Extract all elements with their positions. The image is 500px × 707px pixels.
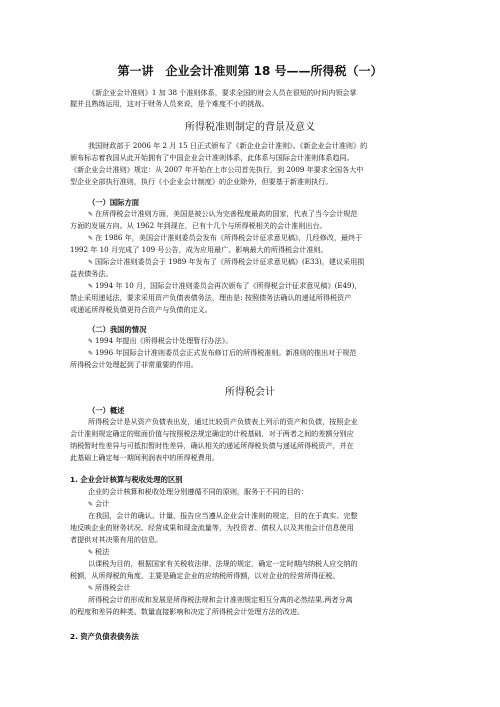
- section-heading: 所得税准则制定的背景及意义: [185, 122, 315, 133]
- paragraph-line: 益表债务法。: [70, 269, 113, 278]
- paragraph-line: ✎ 所得税会计: [88, 583, 442, 593]
- paragraph-line: 我国财政部于 2006 年 2 月 15 日正式颁布了《新企业会计准则》。《新企业会计准则》的: [88, 141, 368, 150]
- paragraph-line: ✎ 1996 年国际会计准则委员会正式发布修订后的所得税准则。新准则的推出对于规范: [88, 348, 442, 358]
- paragraph-line: ✎ 在所得税会计准则方面，美国是被公认为完善程度最高的国家，代表了当今会计规范: [88, 209, 442, 219]
- subsection-heading: （一）概述: [88, 406, 125, 415]
- numbered-heading: 2. 资产负债表债务法: [70, 632, 139, 641]
- paragraph-line: 颁布标志着我国从此开始拥有了中国企业会计准则体系，此体系与国际会计准则体系趋同。: [70, 153, 354, 162]
- paragraph-line: 《新企业会计准则》规定：从 2007 年开始在上市公司首先执行，到 2009 年要求全国各大中: [70, 165, 364, 174]
- paragraph-line: ✎ 在 1986 年，美国会计准则委员会发布《所得税会计征求意见稿》，几经修改，最终于: [88, 233, 442, 243]
- paragraph-line: 企业的会计核算和税收处理分别遵循不同的原则，服务于不同的目的：: [88, 487, 308, 496]
- paragraph-line: ✎ 会计: [88, 499, 442, 509]
- paragraph-line: ✎ 1994 年提出《所得税会计处理暂行办法》。: [88, 336, 442, 346]
- paragraph-line: 型企业全部执行准则，执行《小企业会计制度》的企业除外，但要基于新准则执行。: [70, 177, 333, 186]
- paragraph-line: 或递延所得税负债更符合资产与负债的定义。: [70, 305, 212, 314]
- section-heading: 所得税会计: [225, 387, 275, 398]
- subsection-heading: （一）国际方面: [88, 198, 140, 207]
- paragraph-line: 以课税为目的，根据国家有关税收法律、法规的规定，确定一定时期内纳税人应交纳的: [88, 559, 358, 568]
- paragraph-line: 纳税暂时性差异与可抵扣暂时性差异，确认相关的递延所得税负债与递延所得税资产，并在: [70, 441, 354, 450]
- paragraph-line: 1992 年 10 月完成了 109 号公告，成为应用最广、影响最大的所得税会计准则。: [70, 245, 328, 254]
- paragraph-line: 所得税会计是从资产负债表出发，通过比较资产负债表上列示的资产和负债，按照企业: [88, 417, 358, 426]
- paragraph-line: ✎ 1994 年 10 月，国际会计准则委员会再次颁布了《所得税会计征求意见稿》(E49)，: [88, 281, 442, 291]
- subsection-heading: （二）我国的情况: [88, 325, 147, 334]
- paragraph-line: 者提供对其决策有用的信息。: [70, 535, 163, 544]
- numbered-heading: 1. 企业会计核算与税收处理的区别: [70, 475, 183, 484]
- paragraph-line: 在我国，会计的确认、计量、报告应当遵从企业会计准则的规定，目的在于真实、完整: [88, 511, 358, 520]
- intro-line: 握并且熟练运用，这对于财务人员来说，是个难度不小的挑战。: [70, 99, 269, 108]
- page-title: 第一讲 企业会计准则第 18 号——所得税（一）: [117, 64, 383, 78]
- intro-line: 《新企业会计准则》1 加 38 个准则体系，要求全国的财会人员在很短的时间内领会掌: [88, 88, 357, 97]
- paragraph-line: 方面的发展方向。从 1962 年到现在，已有十几个与所得税相关的会计准则出台。: [70, 221, 327, 230]
- paragraph-line: 所得税会计的形成和发展是所得税法规和会计准则规定相互分离的必然结果,两者分离: [88, 595, 353, 604]
- paragraph-line: 的程度和差异的种类、数量直接影响和决定了所得税会计处理方法的改进。: [70, 607, 305, 616]
- paragraph-line: 地反映企业的财务状况、经营成果和现金流量等，为投资者、债权人以及其他会计信息使用: [70, 523, 354, 532]
- paragraph-line: 税额，从所得税的角度，主要是确定企业的应纳税所得额，以对企业的经营所得征税。: [70, 571, 340, 580]
- paragraph-line: 禁止采用递延法，要求采用资产负债表债务法，理由是: 按照债务法确认的递延所得税资产: [70, 293, 352, 302]
- paragraph-line: 会计准则规定确定的账面价值与按照税法规定确定的计税基础，对于两者之间的差额分别应: [70, 429, 354, 438]
- paragraph-line: 此基础上确定每一期间利润表中的所得税费用。: [70, 453, 219, 462]
- paragraph-line: 所得税会计处理起到了非常重要的作用。: [70, 360, 198, 369]
- paragraph-line: ✎ 税法: [88, 547, 442, 557]
- paragraph-line: ✎ 国际会计准则委员会于 1989 年发布了《所得税会计征求意见稿》(E33)，建议采用损: [88, 257, 442, 267]
